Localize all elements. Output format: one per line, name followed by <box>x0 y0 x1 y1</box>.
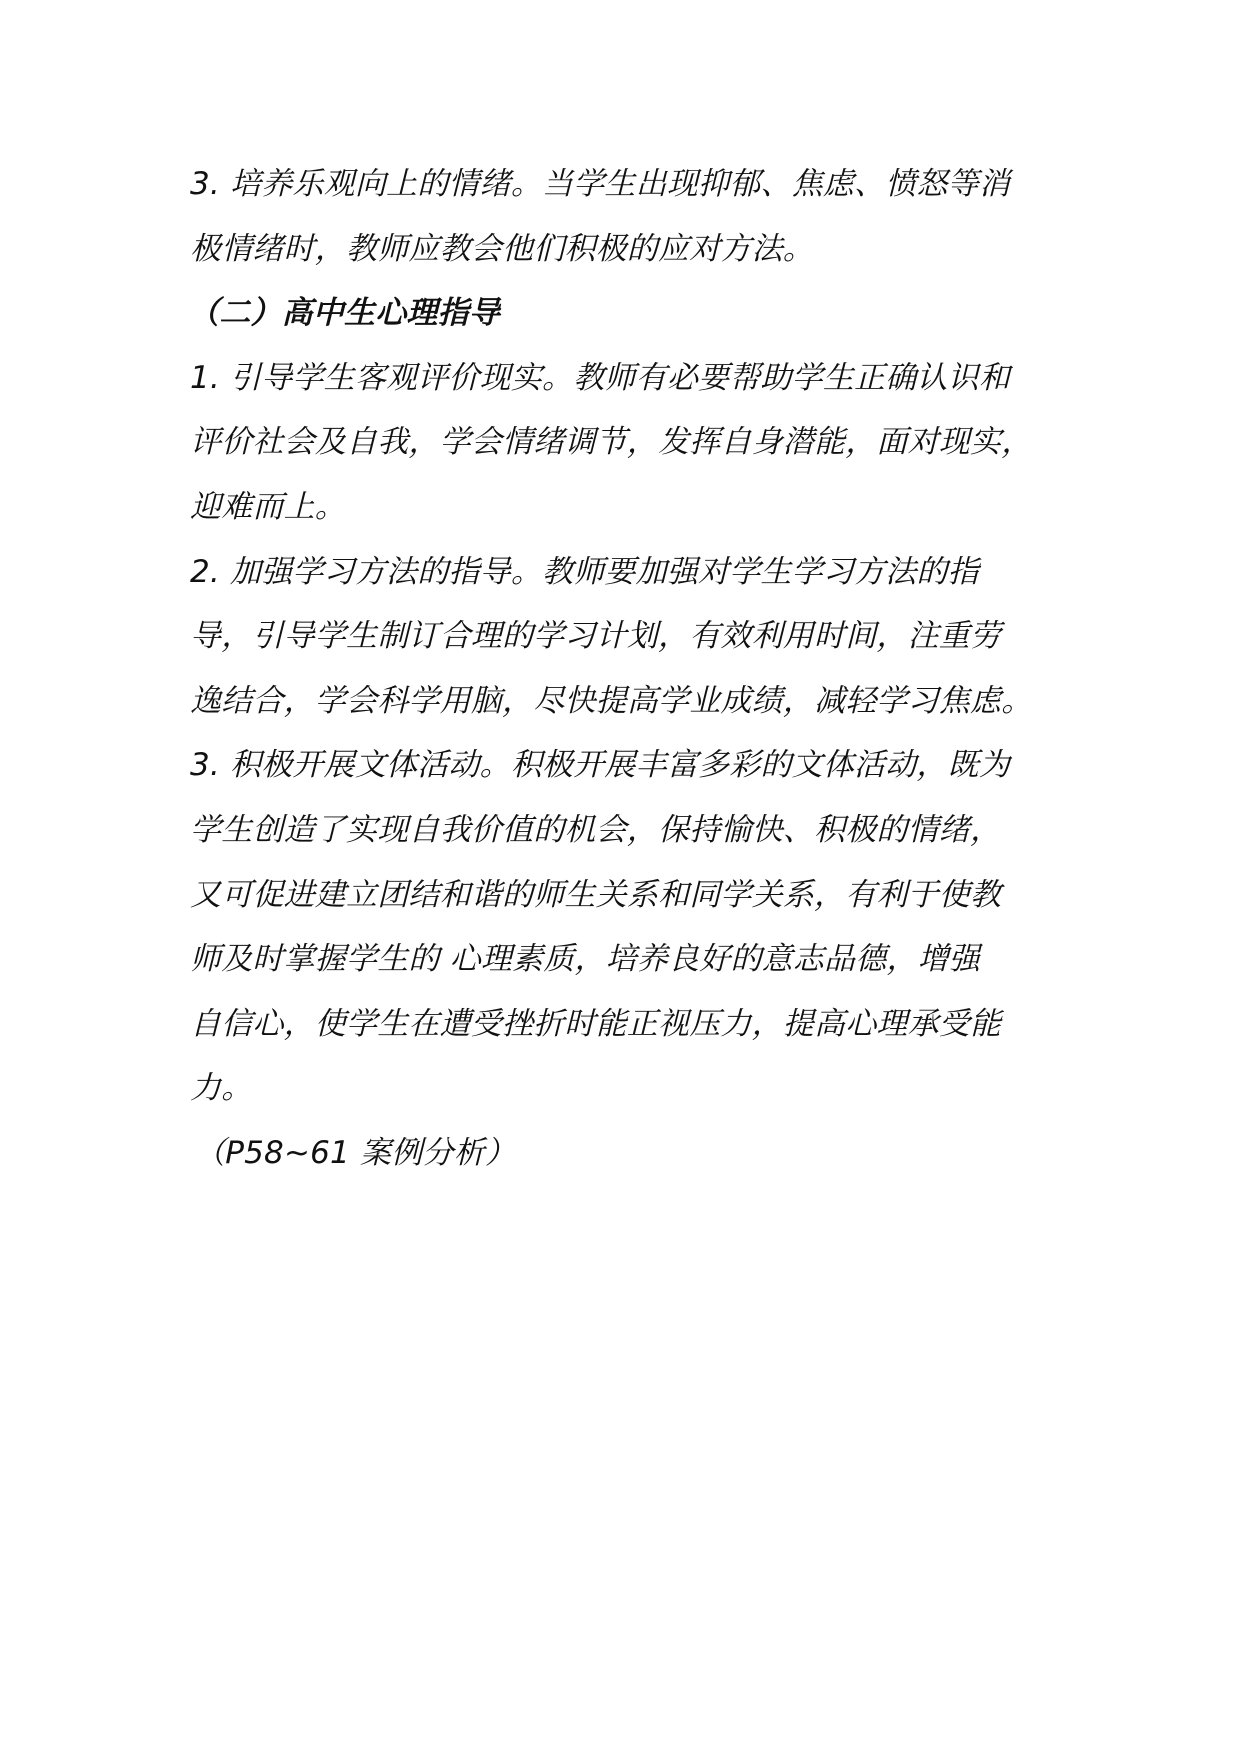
text-line: 2. 加强学习方法的指导。教师要加强对学生学习方法的指 <box>190 553 979 590</box>
section-heading: （二）高中生心理指导 <box>188 295 500 332</box>
paragraph-item-3 <box>190 733 1060 1121</box>
text-line: 评价社会及自我，学会情绪调节，发挥自身潜能，面对现实， <box>190 424 1033 461</box>
paragraph-item-2 <box>190 540 1060 734</box>
text-line: 又可促进建立团结和谐的师生关系和同学关系，有利于使教 <box>190 876 1002 913</box>
paragraph-positive-emotions <box>190 152 1060 281</box>
text-line: 极情绪时，教师应教会他们积极的应对方法。 <box>190 230 814 267</box>
text-line: 3. 积极开展文体活动。积极开展丰富多彩的文体活动，既为 <box>190 747 1011 784</box>
text-line: 逸结合，学会科学用脑，尽快提高学业成绩，减轻学习焦虑。 <box>190 682 1033 719</box>
case-analysis-note: （P58~61 案例分析） <box>194 1134 517 1171</box>
text-line: 迎难而上。 <box>190 488 346 525</box>
text-line: 1. 引导学生客观评价现实。教师有必要帮助学生正确认识和 <box>190 359 1011 396</box>
paragraph-item-1 <box>190 346 1060 540</box>
text-line: 自信心，使学生在遭受挫折时能正视压力，提高心理承受能 <box>190 1005 1002 1042</box>
text-line: 学生创造了实现自我价值的机会，保持愉快、积极的情绪， <box>190 811 1002 848</box>
document-body <box>190 152 1060 1186</box>
text-line: 力。 <box>190 1070 253 1107</box>
text-line: 师及时掌握学生的 心理素质，培养良好的意志品德，增强 <box>190 941 981 978</box>
text-line: 导，引导学生制订合理的学习计划，有效利用时间，注重劳 <box>190 618 1002 655</box>
text-line: 3. 培养乐观向上的情绪。当学生出现抑郁、焦虑、愤怒等消 <box>190 166 1011 202</box>
